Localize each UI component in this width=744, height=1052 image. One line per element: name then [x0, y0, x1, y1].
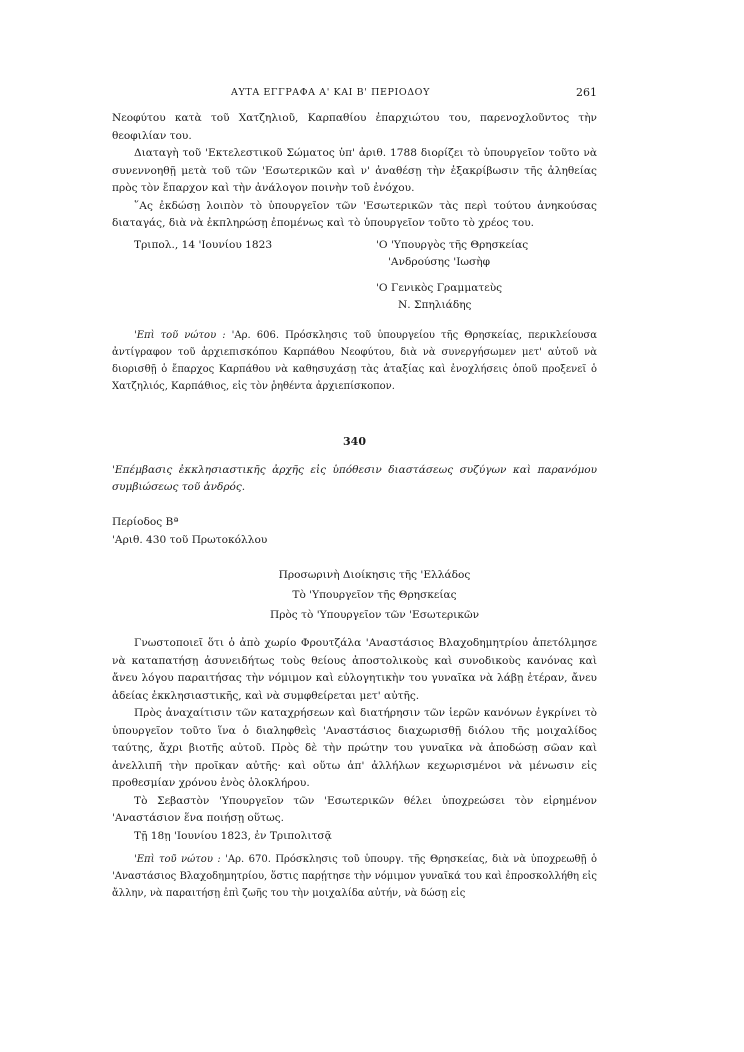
signature-minister-title: 'Ο 'Υπουργὸς τῆς Θρησκείας: [376, 238, 529, 251]
recipient-ministry: Πρὸς τὸ 'Υπουργεῖον τῶν 'Εσωτερικῶν: [269, 609, 480, 621]
place-date-row: [112, 237, 597, 255]
signature-secretary-title: 'Ο Γενικὸς Γραμματεὺς: [376, 281, 503, 294]
doc340-paragraph-3: Τὸ Σεβαστὸν 'Υπουργεῖον τῶν 'Εσωτερικῶν θέλει ὑποχρεώσει τὸν εἰρημένον 'Αναστάσιον ἕνα ποιήσῃ οὕτως.: [112, 794, 597, 824]
doc340-date: Τῇ 18ῃ 'Ιουνίου 1823, ἐν Τριπολιτσᾷ: [134, 829, 332, 842]
document-title: 'Επέμβασις ἐκκλησιαστικῆς ἀρχῆς εἰς ὑπόθεσιν διαστάσεως συζύγων καὶ παρανόμου συμβιώσεως τοῦ ἀνδρός.: [112, 464, 597, 493]
endorsement-text: 'Αρ. 670. Πρόσκλησις τοῦ ὑπουργ. τῆς Θρησκείας, διὰ νὰ ὑποχρεωθῇ ὁ 'Αναστάσιος Βλαχοδημητρίου, ὅστις παρῄτησε τὴν νόμιμον γυναῖκά του καὶ ἐπροσκολλήθη εἰς ἄλλην, νὰ παραιτήσῃ ἐπὶ ζωῆς του τὴν μοιχαλίδα αὐτήν, νὰ δώσῃ εἰς: [112, 854, 597, 899]
endorsement-label: 'Επὶ τοῦ νώτου :: [134, 854, 221, 865]
page-header: [112, 84, 597, 104]
signature-secretary-name: Ν. Σπηλιάδης: [398, 299, 472, 311]
signature-minister: [376, 237, 597, 255]
running-title: ΑΥΤΑ ΕΓΓΡΑΦΑ Α' ΚΑΙ Β' ΠΕΡΙΟΔΟΥ: [231, 87, 430, 98]
doc339-paragraph-3: ῞Ας ἐκδώσῃ λοιπὸν τὸ ὑπουργεῖον τῶν 'Εσωτερικῶν τὰς περὶ τούτου ἀνηκούσας διαταγάς, διὰ νὰ ἐκπληρώσῃ ἐπομένως καὶ τὸ ὑπουργεῖον τοῦτο τὸ χρέος του.: [112, 199, 597, 229]
place-date: Τριπολ., 14 'Ιουνίου 1823: [134, 238, 273, 251]
issuer-ministry: Τὸ 'Υπουργεῖον τῆς Θρησκείας: [292, 589, 457, 601]
endorsement-text: 'Αρ. 606. Πρόσκλησις τοῦ ὑπουργείου τῆς Θρησκείας, περικλείουσα ἀντίγραφον τοῦ ἀρχιεπισκόπου Καρπάθου Νεοφύτου, διὰ νὰ συνεργήσωμεν μετ' αὐτοῦ νὰ διορισθῇ ὁ ἔπαρχος Καρπάθου νὰ καθησυχάσῃ τὰς ἀταξίας καὶ ἐνοχλήσεις ὁποῦ προξενεῖ ὁ Χατζηλιός, Καρπάθιος, εἰς τὸν ῥηθέντα ἀρχιεπίσκοπον.: [112, 329, 597, 392]
document-page: [112, 84, 597, 902]
document-number: 340: [343, 434, 366, 448]
page-number: 261: [576, 86, 597, 99]
addressee-block: [152, 565, 597, 625]
doc339-endorsement: [112, 327, 597, 395]
doc339-paragraph-2: Διαταγὴ τοῦ 'Εκτελεστικοῦ Σώματος ὑπ' ἀριθ. 1788 διορίζει τὸ ὑπουργεῖον τοῦτο νὰ συνεννοηθῇ μετὰ τοῦ τῶν 'Εσωτερικῶν καὶ ν' ἀναθέσῃ τὴν ἐξακρίβωσιν τῆς ἀληθείας πρὸς τὸν ἔπαρχον καὶ τὴν ἀνάλογον ποινὴν τοῦ ἐνόχου.: [112, 147, 597, 194]
document-metadata: [112, 514, 597, 549]
protocol-number: 'Αριθ. 430 τοῦ Πρωτοκόλλου: [112, 533, 268, 546]
endorsement-label: 'Επὶ τοῦ νώτου :: [134, 329, 226, 341]
signature-block: [376, 254, 597, 315]
doc340-endorsement: [112, 851, 597, 902]
issuer-government: Προσωρινὴ Διοίκησις τῆς 'Ελλάδος: [278, 569, 471, 581]
doc340-paragraph-2: Πρὸς ἀναχαίτισιν τῶν καταχρήσεων καὶ διατήρησιν τῶν ἱερῶν κανόνων ἐγκρίνει τὸ ὑπουργεῖον τοῦτο ἵνα ὁ διαληφθεὶς 'Αναστάσιος διαχωρισθῇ διόλου τῆς μοιχαλίδος ταύτης, ἄχρι βιοτῆς αὐτοῦ. Πρὸς δὲ τὴν πρώτην του γυναῖκα νὰ ἀποδώσῃ σῶαν καὶ ἀνελλιπῆ τὴν προῖκαν αὐτῆς· καὶ οὕτω ἀπ' ἀλλήλων κεχωρισμένοι νὰ μένωσιν εἰς προθεσμίαν χρόνου ἑνὸς ὁλοκλήρου.: [112, 707, 597, 789]
period-label: Περίοδος Βª: [112, 516, 179, 528]
doc339-paragraph-1: Νεοφύτου κατὰ τοῦ Χατζηλιοῦ, Καρπαθίου ἐπαρχιώτου του, παρενοχλοῦντος τὴν θεοφιλίαν του.: [112, 112, 597, 142]
signature-minister-name: 'Ανδρούσης 'Ιωσὴφ: [388, 256, 491, 268]
doc340-paragraph-1: Γνωστοποιεῖ ὅτι ὁ ἀπὸ χωρίο Φρουτζάλα 'Αναστάσιος Βλαχοδημητρίου ἀπετόλμησε νὰ καταπατήσῃ ἀσυνειδήτως τοὺς θείους ἀποστολικοὺς καὶ συνοδικοὺς κανόνας καὶ ἄνευ λόγου παραιτήσας τὴν νόμιμον καὶ εὐλογητικὴν του γυναῖκα νὰ λάβῃ ἑτέραν, ἄνευ ἀδείας ἐκκλησιαστικῆς, καὶ νὰ συμφθείρεται μετ' αὐτῆς.: [112, 637, 597, 702]
